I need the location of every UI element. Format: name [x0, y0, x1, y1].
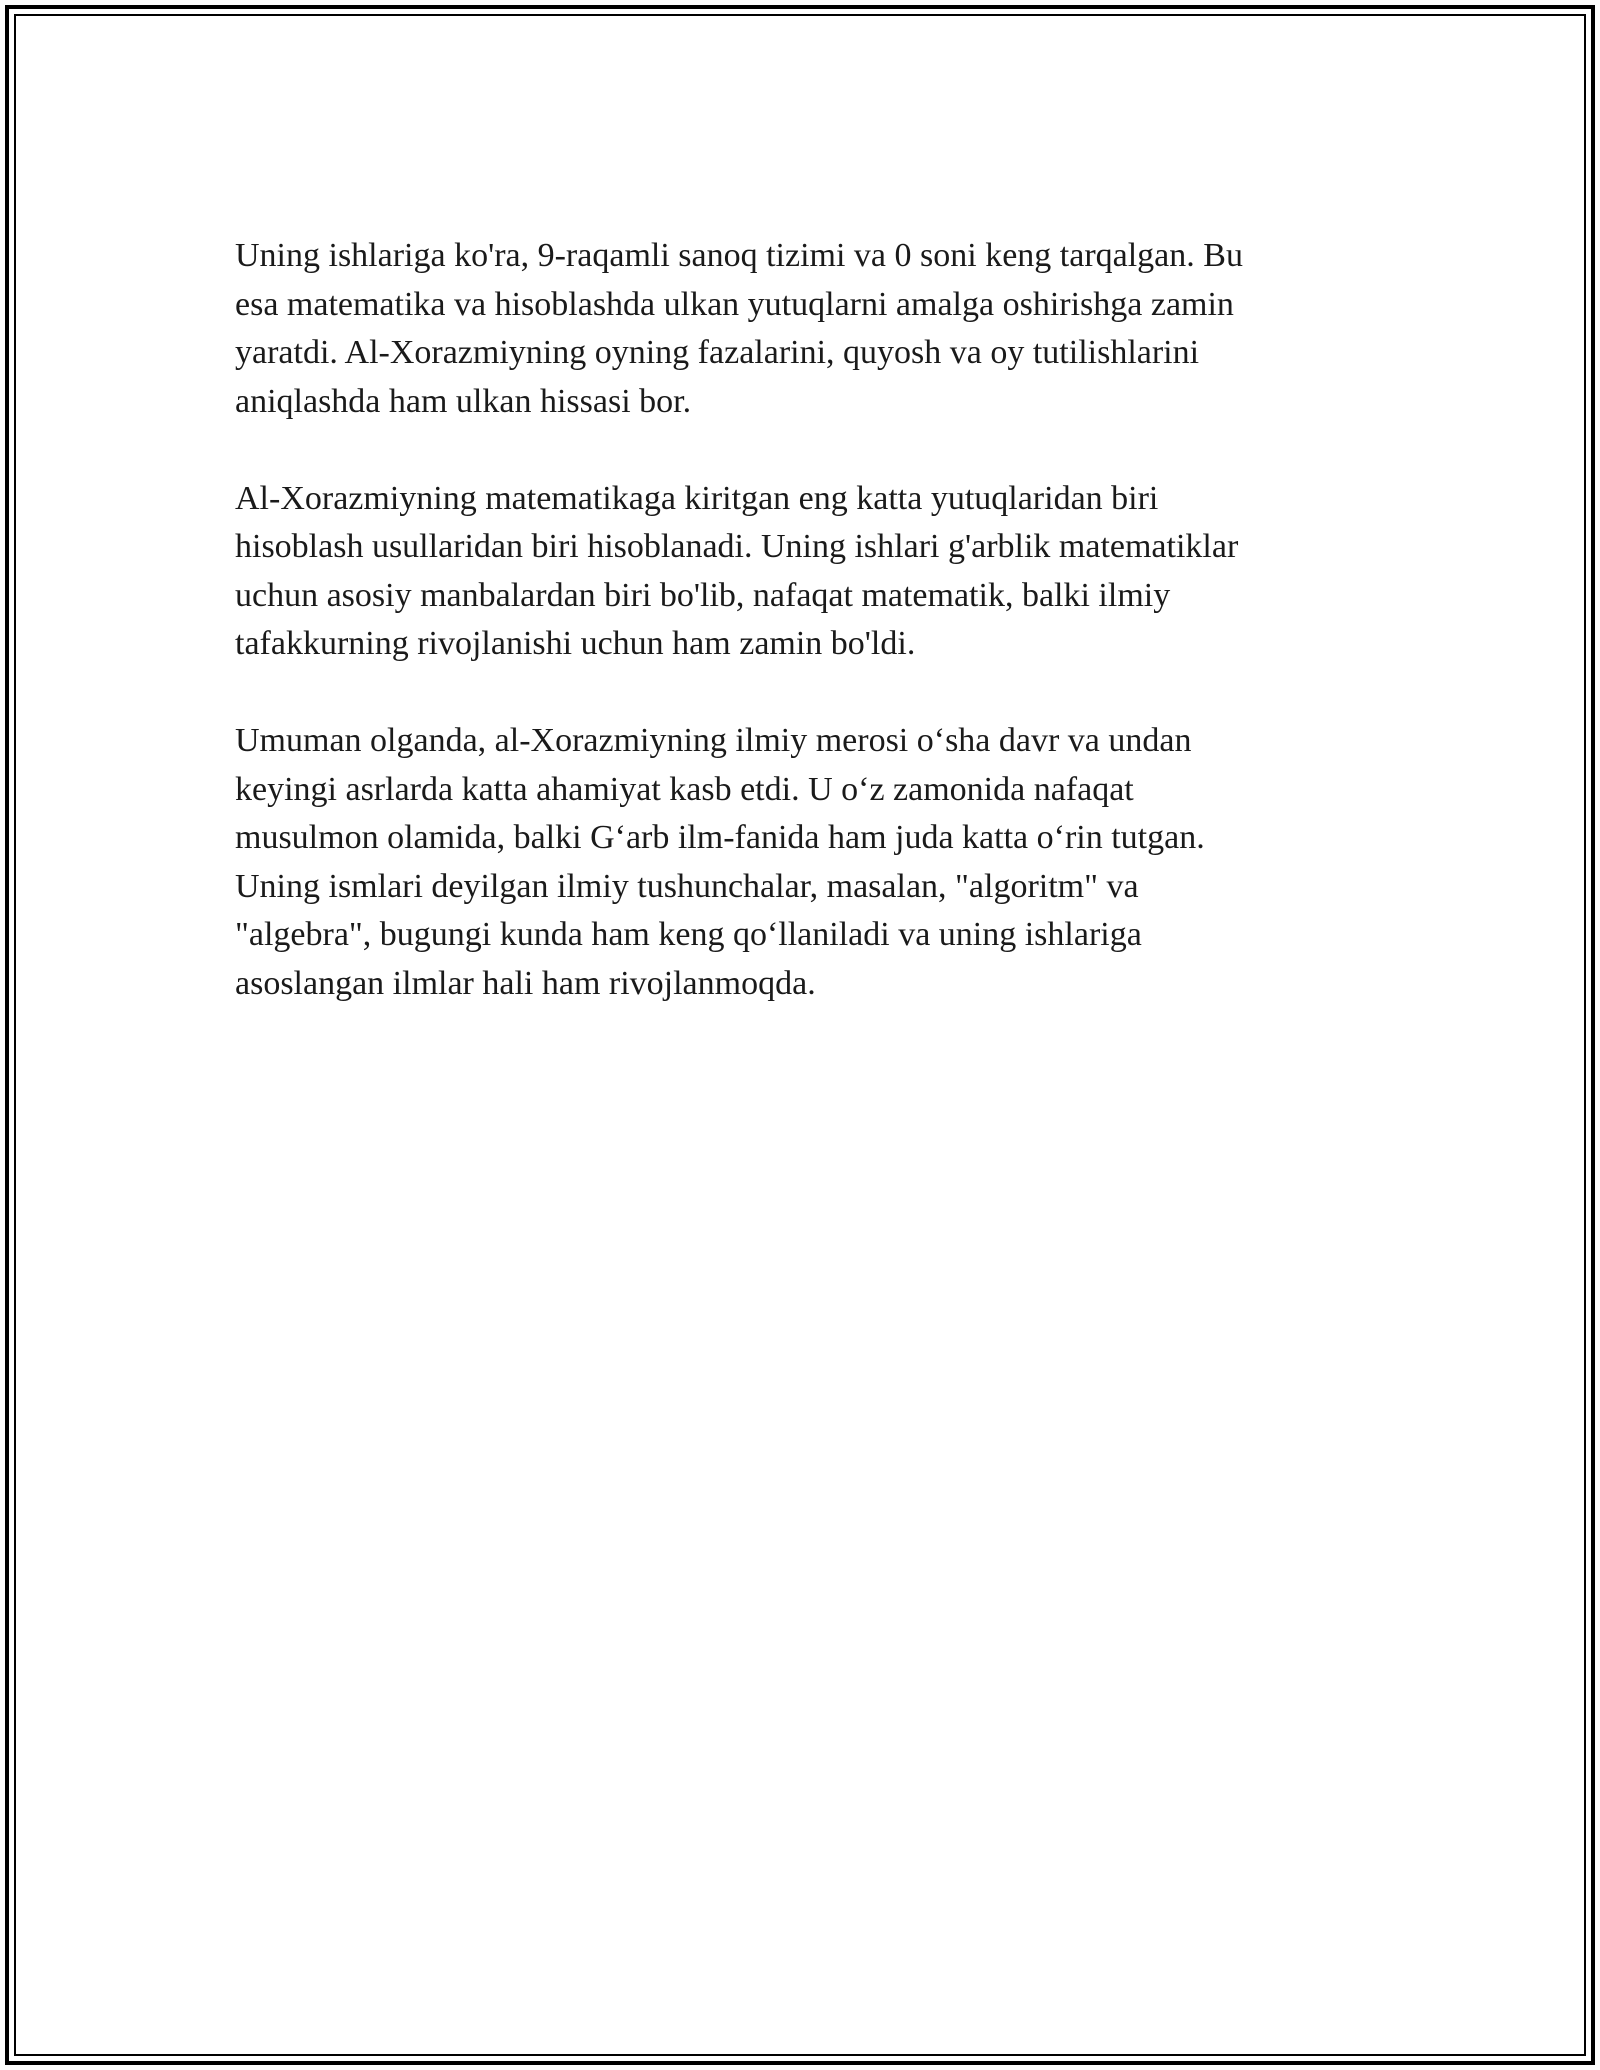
paragraph-3: Umuman olganda, al-Xorazmiyning ilmiy merosi o‘sha davr va undan keyingi asrlarda katta ahamiyat kasb etdi. U o‘z zamonida nafaqat musulmon olamida, balki G‘arb ilm-fanida ham juda katta o‘rin tutgan. Uning ismlari deyilgan ilmiy tushunchalar, masalan, "algoritm" va "algebra", bugungi kunda ham keng qo‘llaniladi va uning ishlariga asoslangan ilmlar hali ham rivojlanmoqda.: [235, 722, 1205, 1002]
paragraph-1: Uning ishlariga ko'ra, 9-raqamli sanoq tizimi va 0 soni keng tarqalgan. Bu esa matematika va hisoblashda ulkan yutuqlarni amalga oshirishga zamin yaratdi. Al-Xorazmiyning oyning fazalarini, quyosh va oy tutilishlarini aniqlashda ham ulkan hissasi bor.: [235, 237, 1243, 420]
paragraph-2: Al-Xorazmiyning matematikaga kiritgan eng katta yutuqlaridan biri hisoblash usullaridan biri hisoblanadi. Uning ishlari g'arblik matematiklar uchun asosiy manbalardan biri bo'lib, nafaqat matematik, balki ilmiy tafakkurning rivojlanishi uchun ham zamin bo'ldi.: [235, 479, 1239, 662]
document-body: [235, 232, 1345, 1057]
